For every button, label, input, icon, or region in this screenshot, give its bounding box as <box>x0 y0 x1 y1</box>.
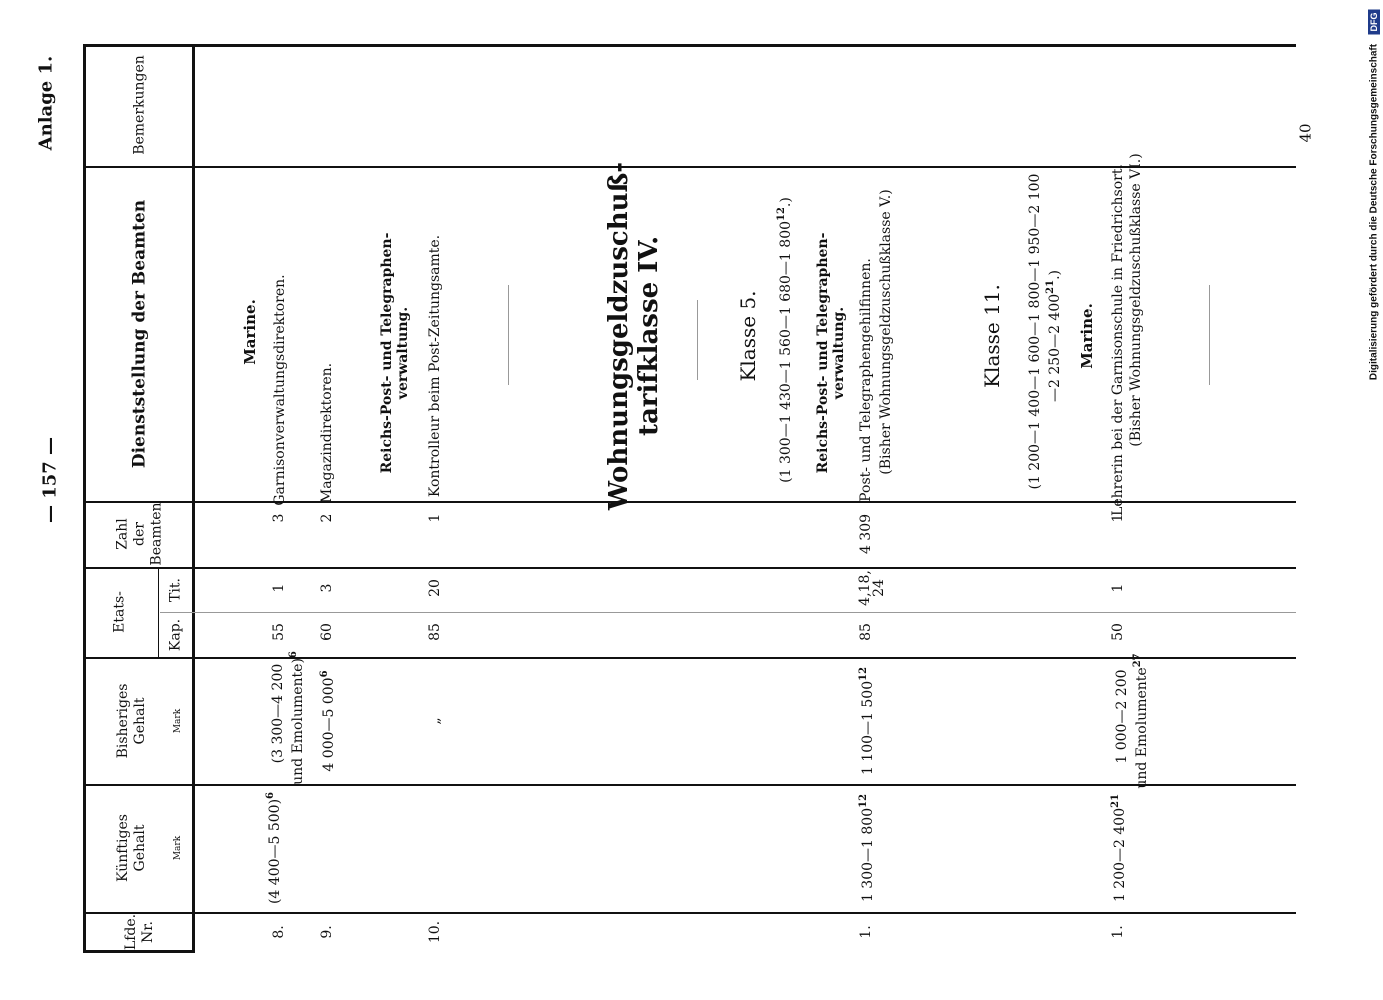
klasse11-scale: (1 200—1 400—1 600—1 800—1 950—2 100 —2 250—2 $400^{21}$.) <box>1027 173 1063 490</box>
header-kuenftiges-unit: Mark <box>173 835 183 861</box>
header-kap: Kap. <box>167 618 184 652</box>
k5-row1-kap: 85 <box>858 623 874 641</box>
section-klasse-5: Klasse 5. <box>736 290 760 382</box>
row8-nr: 8. <box>271 925 287 939</box>
dfg-logo: DFG <box>1368 10 1380 35</box>
row10-kap: 85 <box>427 623 443 641</box>
section-marine-1: Marine. <box>241 299 259 365</box>
section-klasse-11: Klasse 11. <box>980 284 1004 388</box>
col-sep-kaptit <box>160 612 1296 613</box>
section-reichspost-1: Reichs-Post- und Telegraphen- verwaltung. <box>379 232 411 474</box>
row9-dienst: Magazindirektoren. <box>319 362 335 504</box>
row10-dienst: Kontrolleur beim Post-Zeitungsamte. <box>427 234 443 498</box>
k5-row1-bisher: 1 100—1 $500^{12}$ <box>858 666 876 776</box>
header-divider <box>192 44 195 953</box>
header-lfd-nr: Lfde. Nr. <box>123 913 156 951</box>
row10-bisher: „ <box>427 717 443 725</box>
k5-row1-dienst-note: (Bisher Wohnungsgeldzuschußklasse V.) <box>878 189 894 475</box>
k11-row1-kap: 50 <box>1110 623 1126 641</box>
digitization-note: Digitalisierung gefördert durch die Deutsche Forschungsgemeinschaft <box>1368 43 1380 381</box>
k11-row1-dienst: Lehrerin bei der Garnisonschule in Friedrichsort. <box>1110 164 1126 516</box>
row10-zahl: 1 <box>427 513 443 523</box>
row10-nr: 10. <box>427 920 443 944</box>
k11-row1-dienst-note: (Bisher Wohnungsgeldzuschußklasse VI.) <box>1128 153 1144 447</box>
row8-kap: 55 <box>271 623 287 641</box>
header-zahl: Zahl der Beamten <box>114 502 165 566</box>
row9-nr: 9. <box>319 925 335 939</box>
section-reichspost-2: Reichs-Post- und Telegraphen- verwaltung. <box>815 232 847 474</box>
section-rule-3 <box>1209 285 1210 385</box>
table-top-border <box>84 44 1296 47</box>
row8-dienst: Garnisonverwaltungsdirektoren. <box>272 274 288 506</box>
table-bottom-border <box>84 950 194 953</box>
section-rule-1 <box>508 285 509 385</box>
k5-row1-zahl: 4 309 <box>858 513 874 555</box>
row10-tit: 20 <box>427 579 443 597</box>
folio-number: 40 <box>1296 123 1315 143</box>
annex-label: Anlage 1. <box>35 55 57 151</box>
klasse5-scale: (1 300—1 430—1 560—1 680—1 $800^{12}$.) <box>776 197 794 483</box>
row9-tit: 3 <box>319 583 335 593</box>
header-bisheriges-unit: Mark <box>173 708 183 734</box>
k5-row1-kuenftig: 1 300—1 $800^{12}$ <box>858 793 876 903</box>
header-etats: Etats- <box>111 591 128 633</box>
row9-zahl: 2 <box>319 513 335 523</box>
k5-row1-tit: 4,18, 24 <box>857 570 887 606</box>
row9-bisher: 4 000—5 $000^6$ <box>319 670 337 772</box>
header-bemerkungen: Bemerkungen <box>131 55 148 155</box>
header-bisheriges-gehalt: Bisheriges Gehalt <box>115 683 148 759</box>
row8-zahl: 3 <box>271 513 287 523</box>
section-marine-2: Marine. <box>1078 303 1096 369</box>
k11-row1-kuenftig: 1 200—2 $400^{21}$ <box>1110 793 1128 903</box>
page-number-header: — 157 — <box>39 436 61 524</box>
header-dienststellung: Dienststellung der Beamten <box>129 199 150 469</box>
section-rule-2 <box>697 300 698 380</box>
etats-inner-divider <box>158 568 159 658</box>
col-sep-kuenftig <box>84 912 1296 914</box>
col-sep-zahl <box>84 567 1296 569</box>
section-title-wohnungsgeld: Wohnungsgeldzuschuß- tarifklasse IV. <box>604 161 664 511</box>
row8-tit: 1 <box>271 583 287 593</box>
k11-row1-bisher: 1 000—2 200 und Emolumente$^{27}$ <box>1114 653 1150 789</box>
k5-row1-dienst: Post- und Telegraphengehilfinnen. <box>858 258 874 502</box>
header-kuenftiges-gehalt: Künftiges Gehalt <box>115 814 148 882</box>
table-left-border <box>83 44 86 953</box>
row9-kap: 60 <box>319 623 335 641</box>
k11-row1-zahl: 1 <box>1110 513 1126 523</box>
k11-row1-nr: 1. <box>1110 925 1126 939</box>
row8-kuenftig: (4 400—5 500)$^6$ <box>265 791 283 905</box>
row8-bisher: (3 300—4 200 und Emolumente)$^6$ <box>270 651 306 785</box>
k11-row1-tit: 1 <box>1110 583 1126 593</box>
header-tit: Tit. <box>167 578 184 602</box>
k5-row1-nr: 1. <box>858 925 874 939</box>
